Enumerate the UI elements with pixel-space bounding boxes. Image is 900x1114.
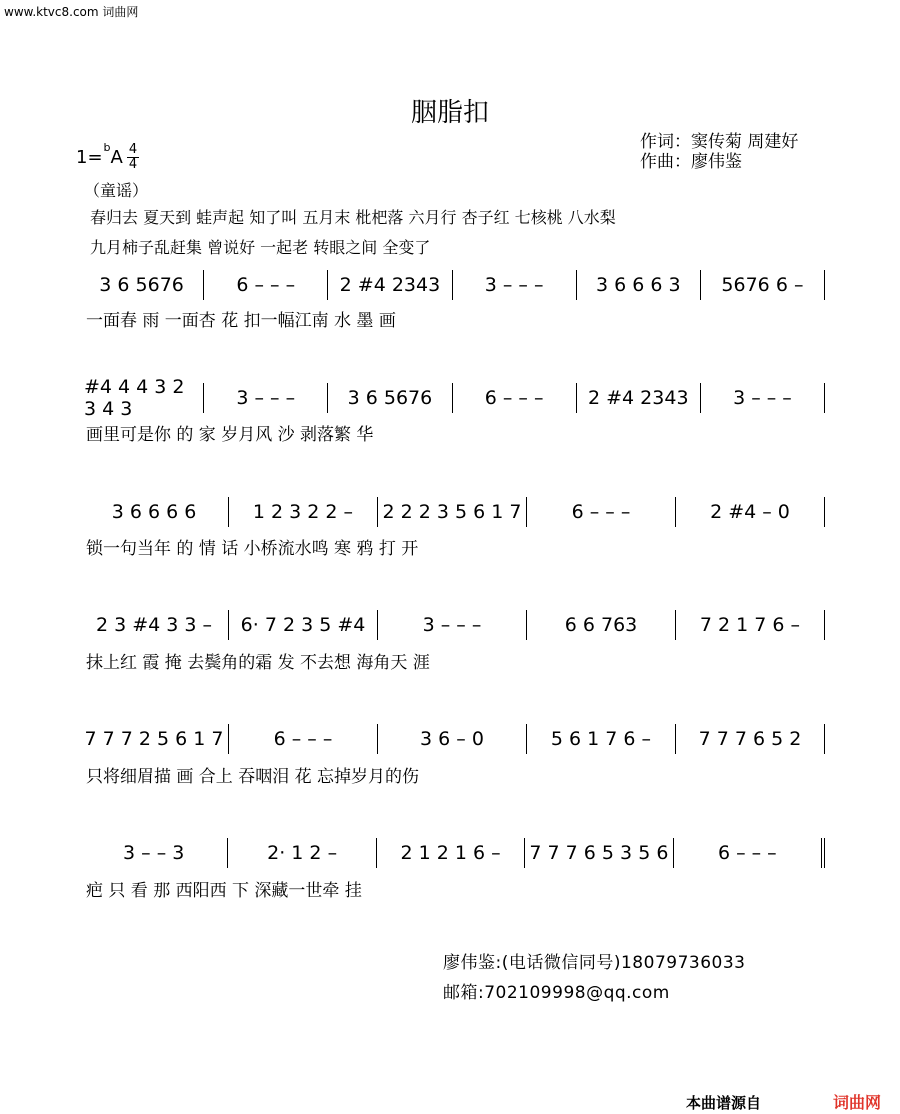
- meter-denominator: 4: [128, 157, 138, 172]
- style-note: （童谣）: [84, 181, 149, 200]
- measure: 3 6 5676: [99, 274, 184, 296]
- measure: 2 1 2 1 6 –: [376, 838, 524, 868]
- key-letter: A: [110, 147, 123, 168]
- measure: 7 2 1 7 6 –: [675, 610, 825, 640]
- score-row: [80, 270, 825, 300]
- measure: 7 7 7 2 5 6 1 7: [84, 728, 224, 750]
- measure: 5 6 1 7 6 –: [526, 724, 675, 754]
- measure: 3 6 – 0: [377, 724, 526, 754]
- measure: 6 – – –: [228, 724, 377, 754]
- meter-numerator: 4: [128, 142, 138, 157]
- measure: 2 #4 2343: [576, 383, 700, 413]
- score-lyrics: 画里可是你 的 家 岁月风 沙 剥落繁 华: [86, 425, 374, 445]
- score-row: [80, 497, 825, 527]
- measure: 3 – – –: [377, 610, 526, 640]
- measure: 6 – – –: [452, 383, 576, 413]
- measure: 7 7 7 6 5 2: [675, 724, 825, 754]
- score-lyrics: 一面春 雨 一面杏 花 扣一幅江南 水 墨 画: [86, 311, 396, 331]
- measure: 3 6 6 6 6: [111, 501, 197, 523]
- measure: 2· 1 2 –: [227, 838, 375, 868]
- score-lyrics: 抹上红 霞 掩 去鬓角的霜 发 不去想 海角天 涯: [86, 653, 430, 673]
- measure: 3 – – –: [203, 383, 327, 413]
- measure: 2 #4 2343: [327, 270, 451, 300]
- measure: 6· 7 2 3 5 #4: [228, 610, 377, 640]
- measure: 2 #4 – 0: [675, 497, 825, 527]
- measure: 6 6 763: [526, 610, 675, 640]
- score-lyrics: 锁一句当年 的 情 话 小桥流水鸣 寒 鸦 打 开: [86, 539, 419, 559]
- composer: 作曲：廖伟鉴: [640, 152, 742, 172]
- song-title: 胭脂扣: [410, 98, 489, 128]
- measure: 6 – – –: [526, 497, 675, 527]
- measure: #4 4 4 3 2 3 4 3: [84, 376, 185, 420]
- measure: 7 7 7 6 5 3 5 6: [524, 838, 672, 868]
- time-signature: [127, 143, 139, 172]
- watermark: www.ktvc8.com 词曲网: [4, 5, 139, 19]
- score-row: [80, 610, 825, 640]
- contact-email: 邮箱:702109998@qq.com: [443, 983, 670, 1003]
- measure: 1 2 3 2 2 –: [228, 497, 377, 527]
- key-signature: [76, 141, 123, 168]
- measure: 2 2 2 3 5 6 1 7: [377, 497, 526, 527]
- source-text: 本曲谱源自: [686, 1094, 762, 1112]
- intro-lyrics-line: 春归去 夏天到 蛙声起 知了叫 五月末 枇杷落 六月行 杏子红 七核桃 八水梨: [90, 208, 616, 227]
- measure: 5676 6 –: [700, 270, 825, 300]
- lyricist: 作词：窦传菊 周建好: [640, 132, 799, 152]
- flat-sign: b: [103, 141, 111, 154]
- measure: 3 – – 3: [123, 842, 185, 864]
- score-row: [80, 838, 825, 868]
- intro-lyrics-line: 九月柿子乱赶集 曾说好 一起老 转眼之间 全变了: [90, 238, 431, 257]
- measure: 3 6 6 6 3: [576, 270, 700, 300]
- measure: 6 – – –: [203, 270, 327, 300]
- measure: 3 6 5676: [327, 383, 451, 413]
- score-row: [80, 376, 825, 420]
- measure: 3 – – –: [700, 383, 825, 413]
- score-lyrics: 只将细眉描 画 合上 吞咽泪 花 忘掉岁月的伤: [86, 767, 420, 787]
- contact-phone: 廖伟鉴:(电话微信同号)18079736033: [443, 953, 746, 973]
- score-lyrics: 疤 只 看 那 西阳西 下 深藏一世牵 挂: [86, 881, 362, 901]
- measure: 3 – – –: [452, 270, 576, 300]
- site-logo[interactable]: 词曲网: [833, 1093, 882, 1112]
- measure: 2 3 #4 3 3 –: [95, 614, 213, 636]
- score-row: [80, 724, 825, 754]
- measure-final: 6 – – –: [673, 838, 825, 868]
- key-prefix: 1=: [76, 147, 103, 168]
- credits: [640, 132, 798, 172]
